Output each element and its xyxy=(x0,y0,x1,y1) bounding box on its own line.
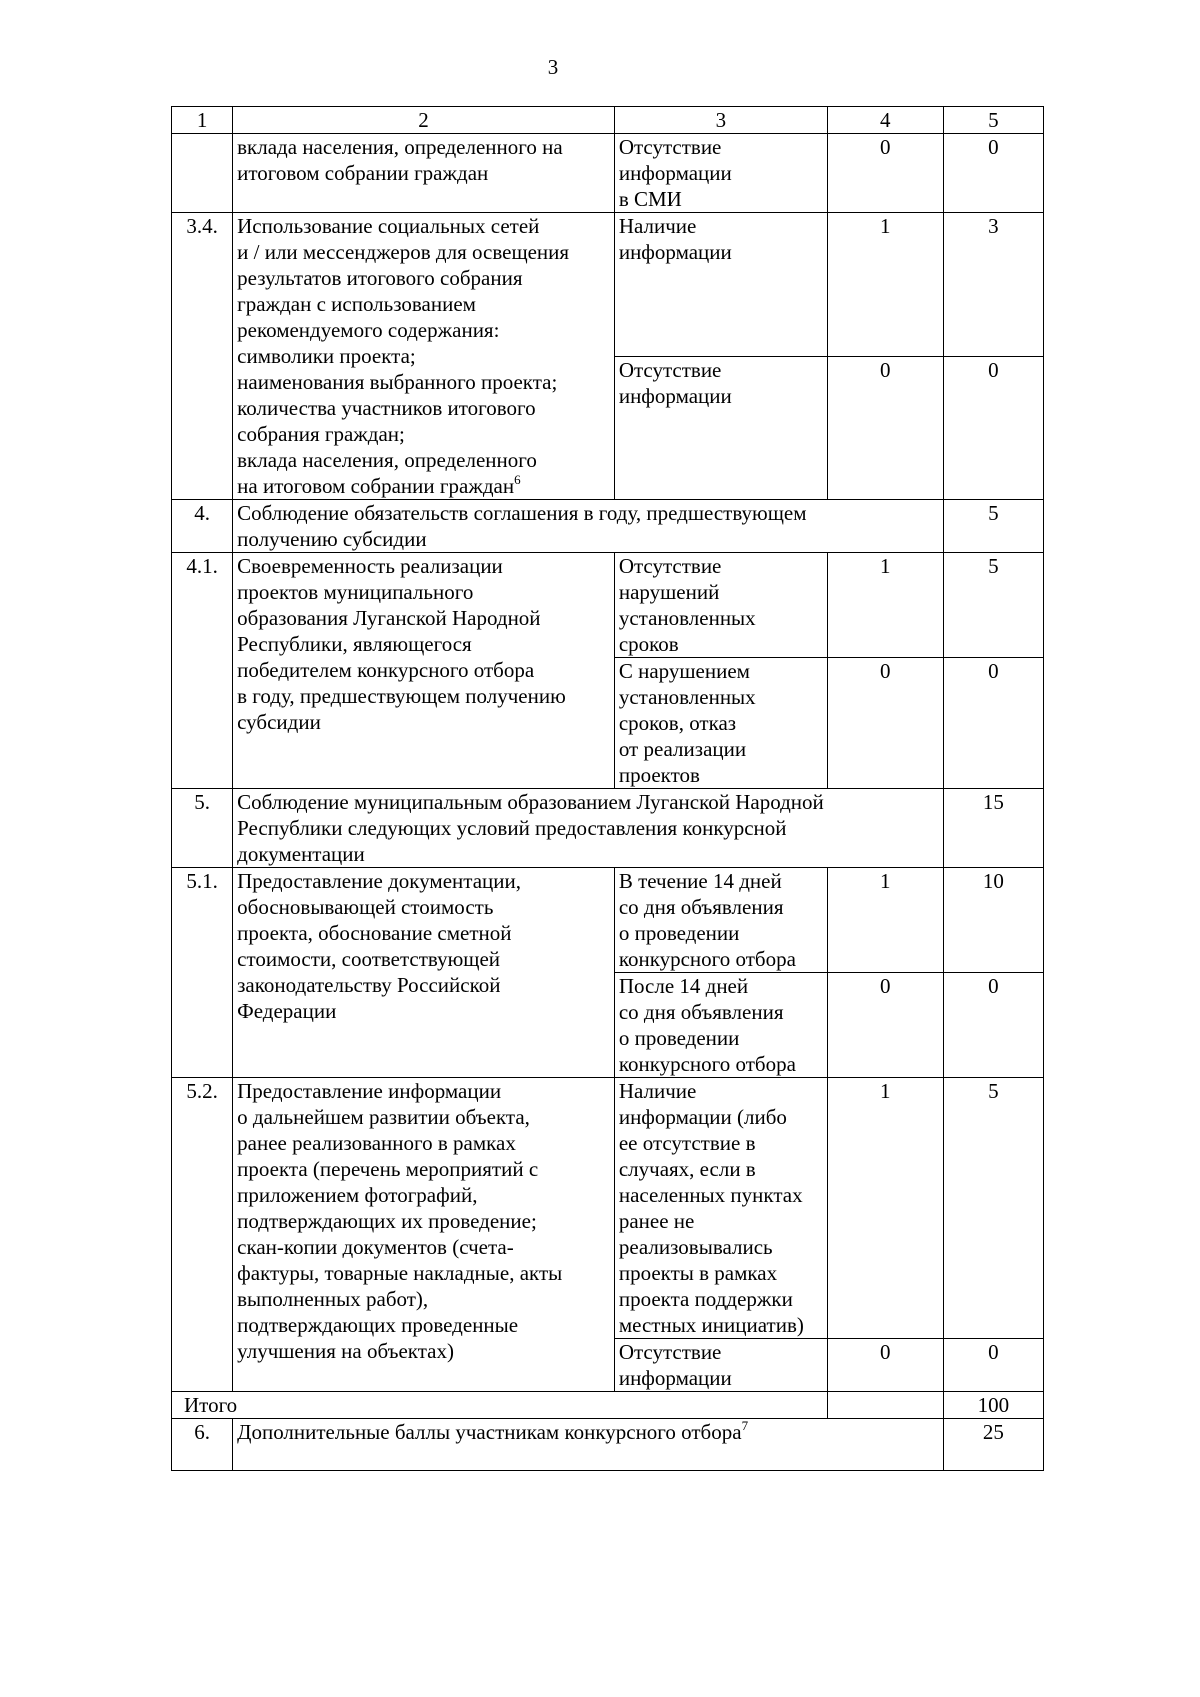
max-score: 3 xyxy=(943,213,1043,357)
row-number: 5. xyxy=(172,789,233,868)
points-value: 1 xyxy=(827,868,943,973)
max-score: 0 xyxy=(943,134,1043,213)
section-row xyxy=(172,500,1044,553)
total-value: 100 xyxy=(943,1392,1043,1419)
header-cell: 1 xyxy=(172,107,233,134)
points-value: 1 xyxy=(827,553,943,658)
criterion-description: Предоставление документации, обосновывающей стоимость проекта, обоснование сметной стоимости, соответствующей законодательству Российской Федерации xyxy=(233,868,615,1078)
points-value: 0 xyxy=(827,356,943,500)
evaluation-criterion: После 14 дней со дня объявления о проведении конкурсного отбора xyxy=(614,973,827,1078)
max-score: 5 xyxy=(943,500,1043,553)
max-score: 10 xyxy=(943,868,1043,973)
max-score: 0 xyxy=(943,356,1043,500)
header-cell: 3 xyxy=(614,107,827,134)
table-row xyxy=(172,134,1044,213)
criterion-description: Предоставление информации о дальнейшем развитии объекта, ранее реализованного в рамках проекта (перечень мероприятий с приложением фотографий, подтверждающих их проведение; скан-копии документов (счета- фактуры, товарные накладные, акты выполненных работ), подтверждающих проведенные улучшения на объектах) xyxy=(233,1078,615,1392)
criterion-description: Использование социальных сетей и / или мессенджеров для освещения результатов итогового собрания граждан с использованием рекомендуемого содержания: символики проекта; наименования выбранного проекта; количества участников итогового собрания граждан; вклада населения, определенного на итоговом собрании граждан$^6$ xyxy=(233,213,615,500)
points-value: 0 xyxy=(827,134,943,213)
header-cell: 4 xyxy=(827,107,943,134)
evaluation-criterion: Наличие информации xyxy=(614,213,827,357)
evaluation-criterion: Наличие информации (либо ее отсутствие в случаях, если в населенных пунктах ранее не реализовывались проекты в рамках проекта поддержки местных инициатив) xyxy=(614,1078,827,1339)
table-row xyxy=(172,1078,1044,1339)
row-number: 3.4. xyxy=(172,213,233,500)
points-value: 1 xyxy=(827,213,943,357)
header-cell: 5 xyxy=(943,107,1043,134)
criterion-description: Своевременность реализации проектов муниципального образования Луганской Народной Республики, являющегося победителем конкурсного отбора в году, предшествующем получению субсидии xyxy=(233,553,615,789)
max-score: 0 xyxy=(943,1339,1043,1392)
row-number: 4.1. xyxy=(172,553,233,789)
section-description: Дополнительные баллы участникам конкурсного отбора$^7$ xyxy=(233,1419,944,1471)
row-number: 6. xyxy=(172,1419,233,1471)
max-score: 5 xyxy=(943,1078,1043,1339)
evaluation-criterion: Отсутствие информации xyxy=(614,1339,827,1392)
empty-cell xyxy=(827,1392,943,1419)
footnote-marker: 7 xyxy=(741,1418,749,1433)
section-row xyxy=(172,1419,1044,1471)
footnote-marker: 6 xyxy=(514,472,521,487)
evaluation-criterion: Отсутствие нарушений установленных сроков xyxy=(614,553,827,658)
evaluation-criterion: Отсутствие информации xyxy=(614,356,827,500)
evaluation-criterion: В течение 14 дней со дня объявления о проведении конкурсного отбора xyxy=(614,868,827,973)
section-row xyxy=(172,789,1044,868)
table-row xyxy=(172,553,1044,658)
points-value: 0 xyxy=(827,1339,943,1392)
max-score: 5 xyxy=(943,553,1043,658)
criterion-description: вклада населения, определенного на итоговом собрании граждан xyxy=(233,134,615,213)
max-score: 15 xyxy=(943,789,1043,868)
header-cell: 2 xyxy=(233,107,615,134)
points-value: 0 xyxy=(827,973,943,1078)
table-header-row xyxy=(172,107,1044,134)
points-value: 1 xyxy=(827,1078,943,1339)
evaluation-criterion: Отсутствие информации в СМИ xyxy=(614,134,827,213)
row-number: 5.2. xyxy=(172,1078,233,1392)
section-description: Соблюдение муниципальным образованием Луганской Народной Республики следующих условий предоставления конкурсной документации xyxy=(233,789,944,868)
criteria-table xyxy=(171,106,1044,1471)
section-description: Соблюдение обязательств соглашения в году, предшествующем получению субсидии xyxy=(233,500,944,553)
table-row xyxy=(172,868,1044,973)
row-number: 4. xyxy=(172,500,233,553)
row-number xyxy=(172,134,233,213)
evaluation-criterion: С нарушением установленных сроков, отказ от реализации проектов xyxy=(614,658,827,789)
max-score: 25 xyxy=(943,1419,1043,1471)
row-number: 5.1. xyxy=(172,868,233,1078)
max-score: 0 xyxy=(943,658,1043,789)
page-number: 3 xyxy=(547,55,559,79)
max-score: 0 xyxy=(943,973,1043,1078)
total-row xyxy=(172,1392,1044,1419)
total-label: Итого xyxy=(172,1392,828,1419)
points-value: 0 xyxy=(827,658,943,789)
table-row xyxy=(172,213,1044,357)
